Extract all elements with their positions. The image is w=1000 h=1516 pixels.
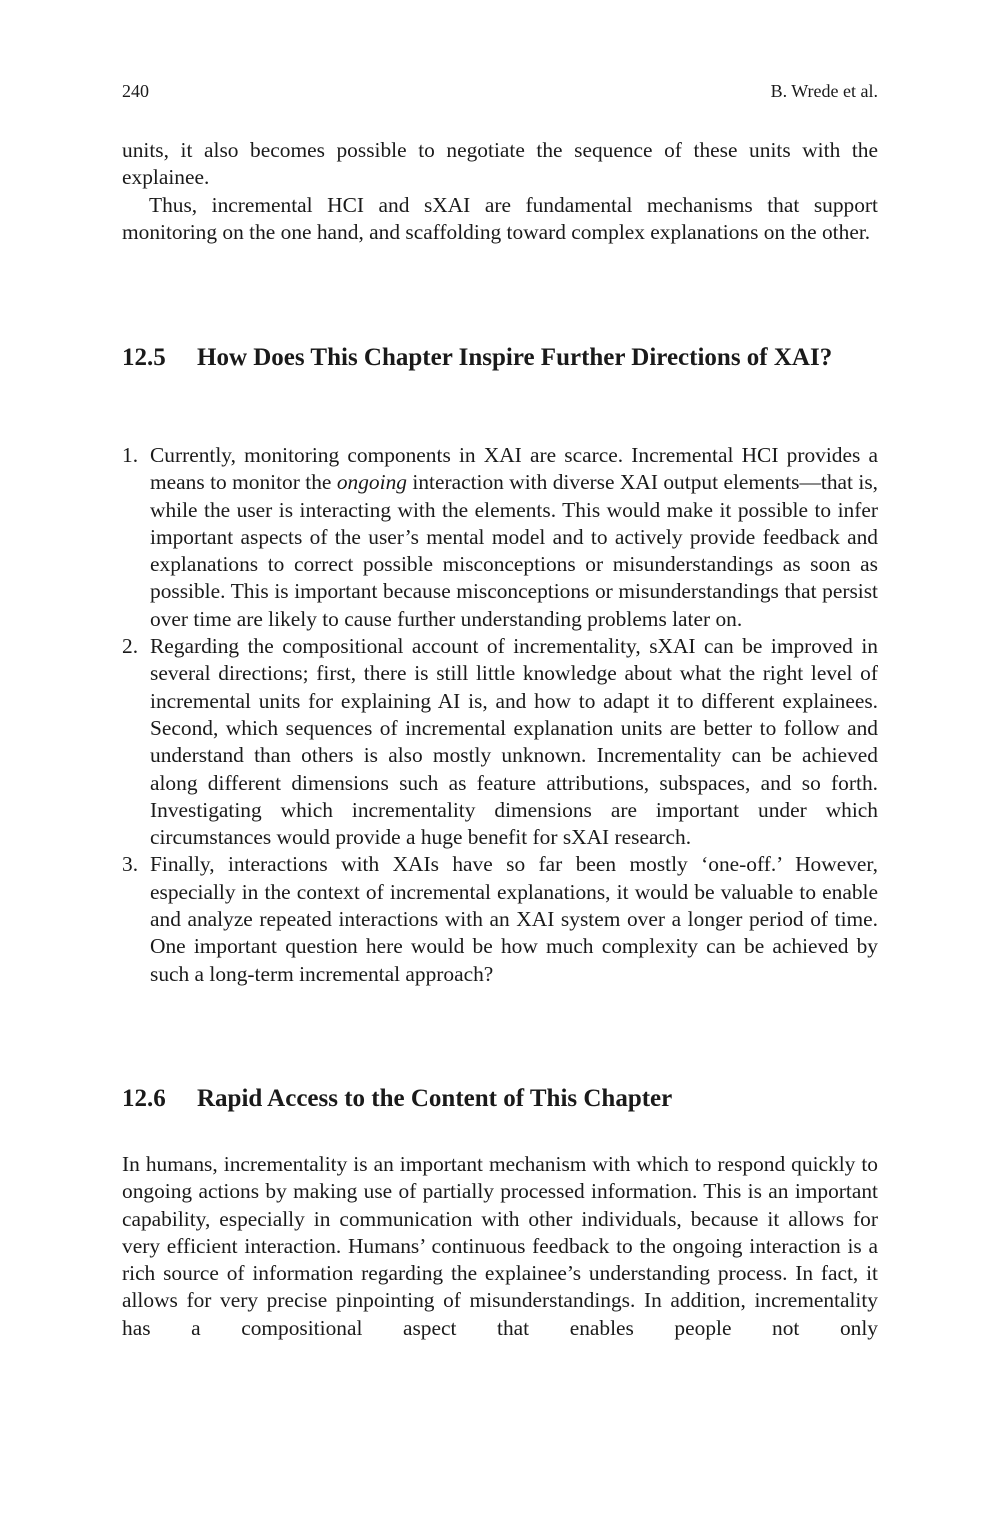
rapid-access-block xyxy=(122,1151,878,1342)
section-number: 12.6 xyxy=(122,1085,166,1112)
rapid-access-paragraph: In humans, incrementality is an important mechanism with which to respond quickly to ongoing actions by making use of partially processed information. This is an important capability, especially in communication with other individuals, because it allows for very efficient interaction. Humans’ continuous feedback to the ongoing interaction is a rich source of information regarding the explainee’s understanding process. In fact, it allows for very precise pinpointing of misunderstandings. In addition, incrementality has a compositional aspect that enables people not only xyxy=(122,1152,878,1340)
list-item-number: 3. xyxy=(122,852,139,877)
intro-paragraph-summary: Thus, incremental HCI and sXAI are fundamental mechanisms that support monitoring on the one hand, and scaffolding toward complex explanations on the other. xyxy=(122,192,878,244)
section-heading-12-6 xyxy=(122,1083,878,1115)
list-item-text: Finally, interactions with XAIs have so far been mostly ‘one-off.’ However, especially in the context of incremental explanations, it would be valuable to enable and analyze repeated interactions with an XAI system over a longer period of time. One important question here would be how much complexity can be achieved by such a long-term incremental approach? xyxy=(150,852,878,986)
section-title: Rapid Access to the Content of This Chapter xyxy=(197,1085,673,1112)
intro-block xyxy=(122,137,878,246)
section-heading-12-5 xyxy=(122,342,878,374)
running-head-authors: B. Wrede et al. xyxy=(770,81,878,101)
list-item-text xyxy=(150,442,878,633)
intro-paragraph-continued: units, it also becomes possible to negotiate the sequence of these units with the explainee. xyxy=(122,138,878,190)
list-item-number: 2. xyxy=(122,634,139,659)
section-number: 12.5 xyxy=(122,344,166,371)
list-item-text-part: Currently, monitoring components in XAI are scarce. Incremental HCI provides a means to monitor the xyxy=(150,443,878,495)
list-item-text: Regarding the compositional account of incrementality, sXAI can be improved in several directions; first, there is still little knowledge about what the right level of incremental units for explaining AI is, and how to adapt it to different explainees. Second, which sequences of incremental explanation units are better to follow and understand than others is also mostly unknown. Incrementality can be achieved along different dimensions such as feature attributions, subspaces, and so forth. Investigating which incrementality dimensions are important under which circumstances would provide a huge benefit for sXAI research. xyxy=(150,634,878,850)
emphasis-ongoing: ongoing xyxy=(336,470,407,495)
list-item-number: 1. xyxy=(122,443,139,467)
list-item-text-part: interaction with diverse XAI output elements—that is, while the user is interacting with the elements. This would make it possible to infer important aspects of the user’s mental model and to actively provide feedback and explanations to correct possible misconceptions or misunderstandings as soon as possible. This is important because misconceptions or misunderstandings that persist over time are likely to cause further understanding problems later on. xyxy=(150,470,878,631)
page-number: 240 xyxy=(122,81,149,101)
list-item xyxy=(122,442,878,633)
section-title: How Does This Chapter Inspire Further Directions of XAI? xyxy=(197,344,833,371)
future-directions-list xyxy=(122,442,878,988)
list-item xyxy=(122,633,878,851)
list-item xyxy=(122,851,878,987)
